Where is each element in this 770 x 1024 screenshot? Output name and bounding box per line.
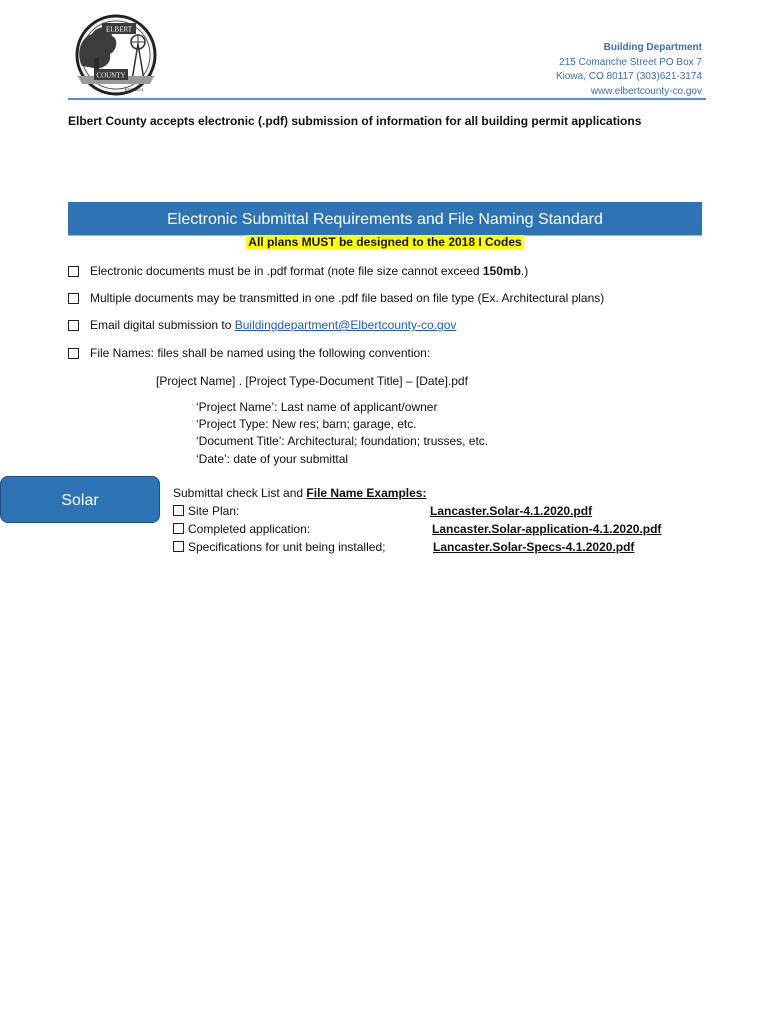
checklist-item-specifications	[173, 540, 385, 554]
file-name-examples-label: File Name Examples:	[306, 486, 427, 500]
requirement-names-text: File Names: files shall be named using the following convention:	[90, 346, 431, 360]
department-name: Building Department	[603, 42, 702, 53]
checklist-item-label: Site Plan:	[188, 504, 240, 518]
checklist-title: Submittal check List and File Name Examples:	[173, 486, 427, 500]
code-notice-text: All plans MUST be designed to the 2018 I Codes	[248, 235, 522, 249]
requirement-format	[68, 264, 528, 278]
definition-project-name: ‘Project Name’: Last name of applicant/owner	[196, 400, 438, 414]
email-link[interactable]: Buildingdepartment@Elbertcounty-co.gov	[234, 318, 457, 332]
definition-project-type: ‘Project Type: New res; barn; garage, etc.	[196, 417, 417, 431]
requirement-names	[68, 346, 430, 360]
address: 215 Comanche Street PO Box 7	[559, 56, 702, 68]
logo-top-text: ELBERT	[105, 25, 133, 34]
checklist-item-label: Completed application:	[188, 522, 311, 536]
checklist-item-site-plan	[173, 504, 239, 518]
section-banner: Electronic Submittal Requirements and File Naming Standard	[68, 202, 702, 235]
solar-button[interactable]: Solar	[0, 476, 160, 523]
requirement-email	[68, 318, 456, 332]
logo-est-text: EST. 1874	[124, 87, 144, 92]
example-file-name: Lancaster.Solar-Specs-4.1.2020.pdf	[433, 540, 635, 554]
code-notice	[0, 235, 770, 249]
checklist-item-application	[173, 522, 310, 536]
website-link[interactable]: www.elbertcounty-co.gov	[590, 85, 702, 97]
intro-text: Elbert County accepts electronic (.pdf) submission of information for all building permit applications	[68, 114, 642, 128]
checkbox[interactable]	[68, 320, 79, 331]
definition-date: ‘Date’: date of your submittal	[196, 452, 349, 466]
checkbox[interactable]	[68, 266, 79, 277]
checkbox[interactable]	[68, 293, 79, 304]
requirement-email-text: Email digital submission to Buildingdepartment@Elbertcounty-co.gov	[90, 318, 457, 332]
checklist-item-label: Specifications for unit being installed;	[188, 540, 386, 554]
checkbox[interactable]	[173, 505, 184, 516]
requirement-multiple	[68, 291, 604, 305]
naming-convention: [Project Name] . [Project Type-Document Title] – [Date].pdf	[156, 374, 468, 388]
county-logo	[72, 14, 160, 96]
checkbox[interactable]	[173, 523, 184, 534]
contact-block	[556, 41, 702, 99]
checkbox[interactable]	[173, 541, 184, 552]
requirement-multiple-text: Multiple documents may be transmitted in one .pdf file based on file type (Ex. Architectural plans)	[90, 291, 605, 305]
logo-bottom-text: COUNTY	[96, 71, 126, 80]
requirement-format-text: Electronic documents must be in .pdf format (note file size cannot exceed 150mb.)	[90, 264, 529, 278]
header-divider	[68, 98, 706, 100]
example-file-name: Lancaster.Solar-4.1.2020.pdf	[430, 504, 593, 518]
city-phone: Kiowa, CO 80117 (303)621-3174	[555, 71, 702, 82]
checkbox[interactable]	[68, 348, 79, 359]
definition-document-title: ‘Document Title’: Architectural; foundation; trusses, etc.	[196, 434, 489, 448]
example-file-name: Lancaster.Solar-application-4.1.2020.pdf	[432, 522, 662, 536]
file-size-limit: 150mb	[482, 264, 521, 278]
